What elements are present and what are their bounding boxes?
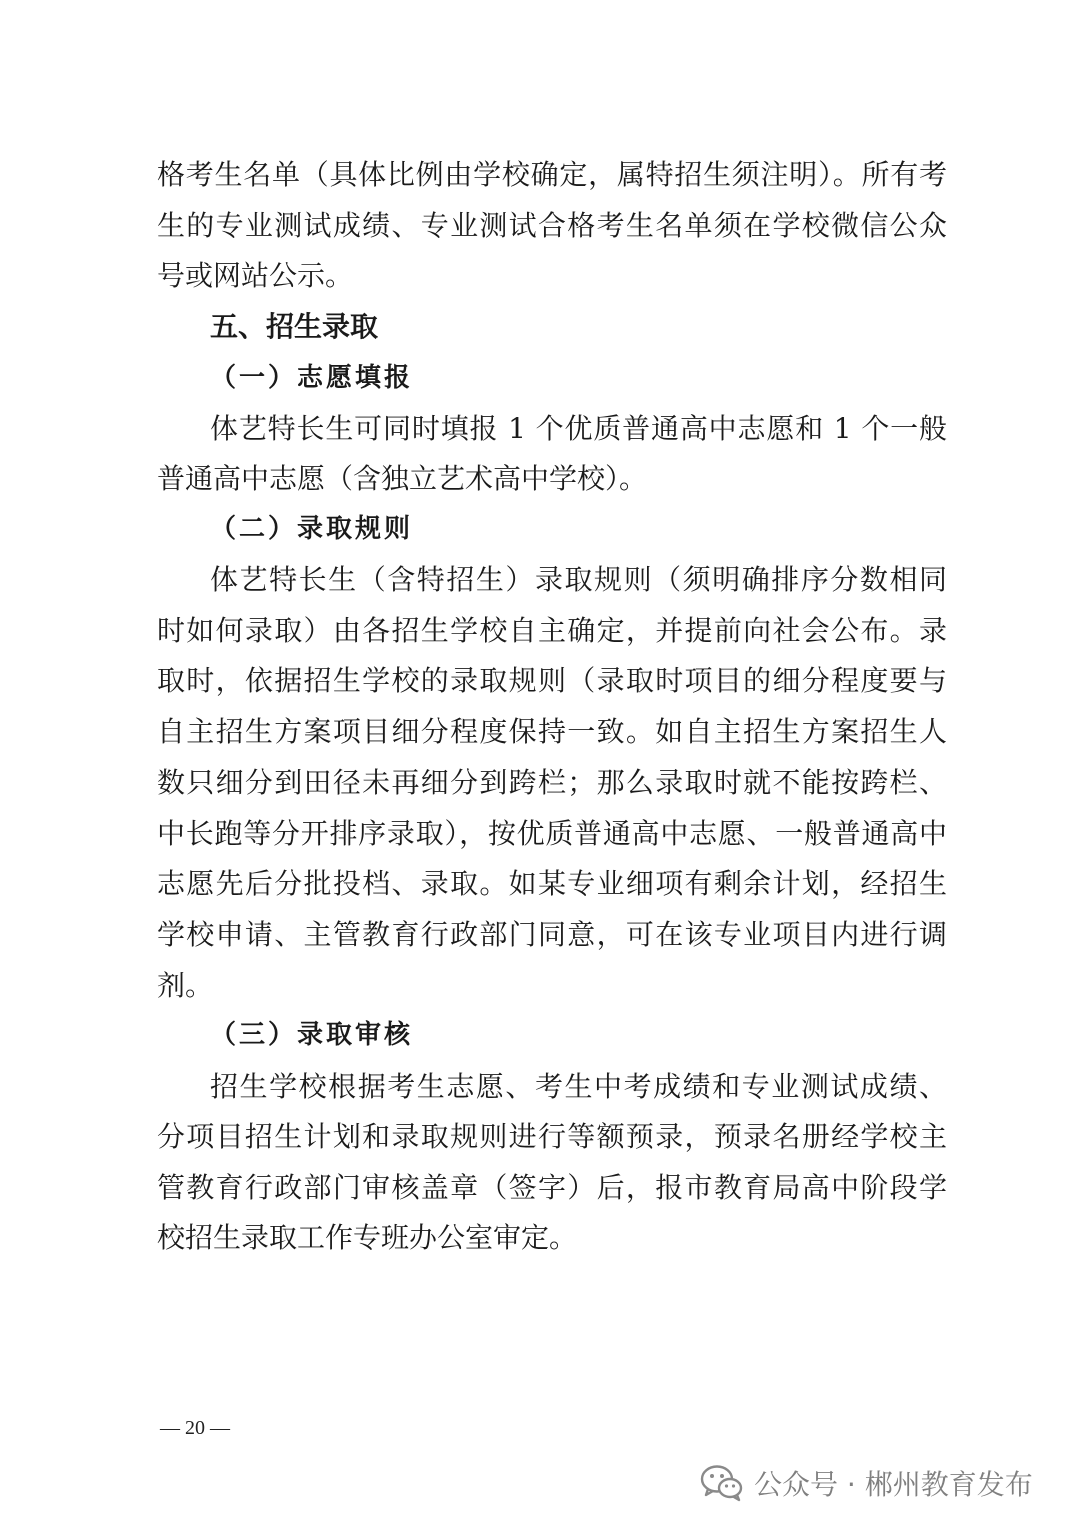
paragraph-line: 生的专业测试成绩、专业测试合格考生名单须在学校微信公众 <box>157 209 947 242</box>
watermark <box>700 1458 1033 1508</box>
paragraph-line: 剂。 <box>157 969 214 1002</box>
subsection-heading: （二）录取规则 <box>210 514 414 544</box>
paragraph-line: 自主招生方案项目细分程度保持一致。如自主招生方案招生人 <box>157 715 947 748</box>
paragraph-line: 普通高中志愿（含独立艺术高中学校）。 <box>157 462 648 495</box>
watermark-text: 公众号 · 郴州教育发布 <box>754 1468 1033 1501</box>
paragraph-line: 中长跑等分开排序录取），按优质普通高中志愿、一般普通高中 <box>157 817 947 850</box>
page-number: — 20 — <box>160 1417 230 1439</box>
paragraph-line: 号或网站公示。 <box>157 259 354 292</box>
subsection-heading: （三）录取审核 <box>210 1020 414 1050</box>
paragraph-line: 格考生名单（具体比例由学校确定，属特招生须注明）。所有考 <box>157 158 947 191</box>
paragraph-line: 管教育行政部门审核盖章（签字）后，报市教育局高中阶段学 <box>157 1171 947 1204</box>
paragraph-line: 志愿先后分批投档、录取。如某专业细项有剩余计划，经招生 <box>157 867 947 900</box>
paragraph-line: 取时，依据招生学校的录取规则（录取时项目的细分程度要与 <box>157 664 947 697</box>
paragraph-line: 招生学校根据考生志愿、考生中考成绩和专业测试成绩、 <box>210 1070 947 1103</box>
wechat-icon <box>700 1463 744 1503</box>
paragraph-line: 数只细分到田径未再细分到跨栏；那么录取时就不能按跨栏、 <box>157 766 947 799</box>
subsection-heading: （一）志愿填报 <box>210 363 414 393</box>
paragraph-line: 学校申请、主管教育行政部门同意，可在该专业项目内进行调 <box>157 918 947 951</box>
paragraph-line: 分项目招生计划和录取规则进行等额预录，预录名册经学校主 <box>157 1120 947 1153</box>
paragraph-line: 时如何录取）由各招生学校自主确定，并提前向社会公布。录 <box>157 614 947 647</box>
paragraph-line: 校招生录取工作专班办公室审定。 <box>157 1221 578 1254</box>
paragraph-line: 体艺特长生（含特招生）录取规则（须明确排序分数相同 <box>210 563 947 596</box>
paragraph-line: 体艺特长生可同时填报 1 个优质普通高中志愿和 1 个一般 <box>210 412 947 445</box>
section-heading: 五、招生录取 <box>210 310 379 343</box>
